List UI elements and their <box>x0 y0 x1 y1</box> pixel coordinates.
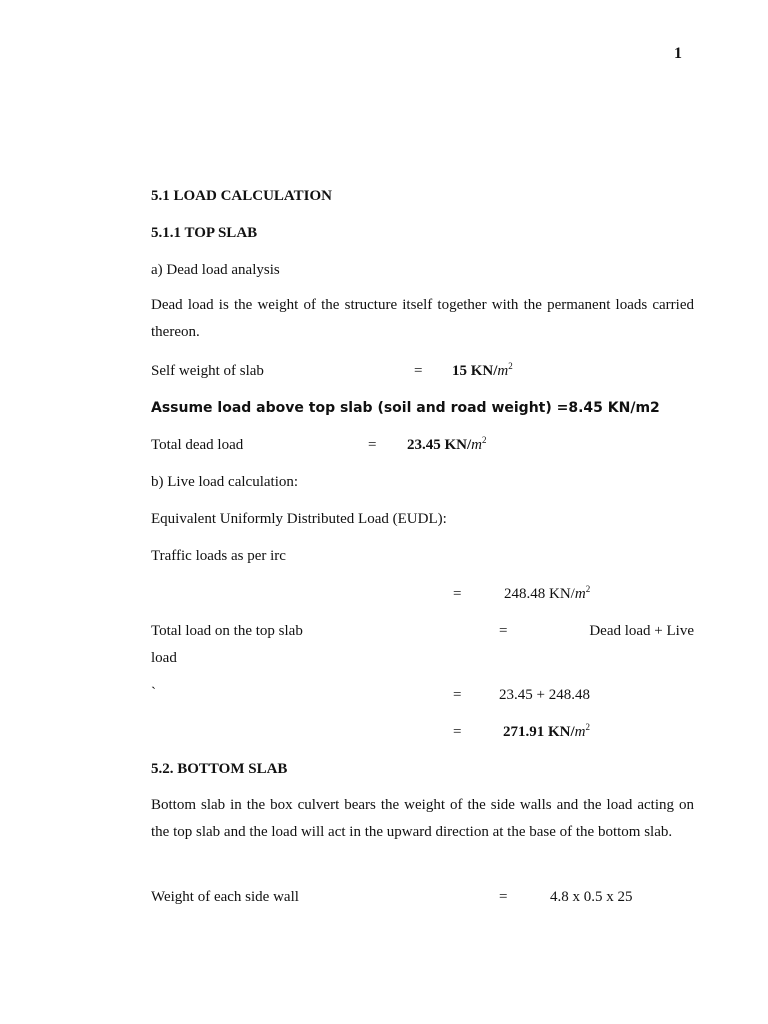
side-wall-weight-label: Weight of each side wall <box>151 889 299 905</box>
total-dead-load-value: 23.45 $KN/m^2$ <box>407 435 487 453</box>
eudl-line: Equivalent Uniformly Distributed Load (EUDL): <box>151 511 447 527</box>
dead-load-description: Dead load is the weight of the structure itself together with the permanent loads carried thereon. <box>151 297 694 340</box>
assume-load-line: Assume load above top slab (soil and road weight) =8.45 KN/m2 <box>151 400 660 416</box>
bottom-slab-description: Bottom slab in the box culvert bears the weight of the side walls and the load acting on the top slab and the load will act in the upward direction at the base of the bottom slab. <box>151 797 694 840</box>
self-weight-label: Self weight of slab <box>151 363 264 379</box>
traffic-load-value: 248.48 $KN/m^2$ <box>504 584 591 602</box>
section-title: 5.1 LOAD CALCULATION <box>151 188 332 204</box>
page-number: 1 <box>674 45 682 62</box>
total-dead-load-label: Total dead load <box>151 437 244 453</box>
bottom-slab-heading: 5.2. BOTTOM SLAB <box>151 761 288 777</box>
total-load-result: 271.91 $KN/m^2$ <box>503 722 591 740</box>
equals-sign: = <box>453 586 462 602</box>
total-top-slab-wrap: load <box>151 650 177 666</box>
sum-expression: 23.45 + 248.48 <box>499 687 590 703</box>
equals-sign: = <box>499 623 508 639</box>
tick-mark: ` <box>151 685 156 701</box>
traffic-loads-label: Traffic loads as per irc <box>151 548 286 564</box>
equals-sign: = <box>368 437 377 453</box>
subsection-title: 5.1.1 TOP SLAB <box>151 225 258 241</box>
equals-sign: = <box>414 363 423 379</box>
equals-sign: = <box>453 724 462 740</box>
equals-sign: = <box>453 687 462 703</box>
live-load-heading: b) Live load calculation: <box>151 474 299 490</box>
total-top-slab-label: Total load on the top slab <box>151 623 303 639</box>
side-wall-weight-expression: 4.8 x 0.5 x 25 <box>550 889 633 905</box>
dead-load-heading: a) Dead load analysis <box>151 262 280 278</box>
equals-sign: = <box>499 889 508 905</box>
total-top-slab-expression: Dead load + Live <box>589 623 694 639</box>
self-weight-value: 15 $KN/m^2$ <box>452 361 513 379</box>
